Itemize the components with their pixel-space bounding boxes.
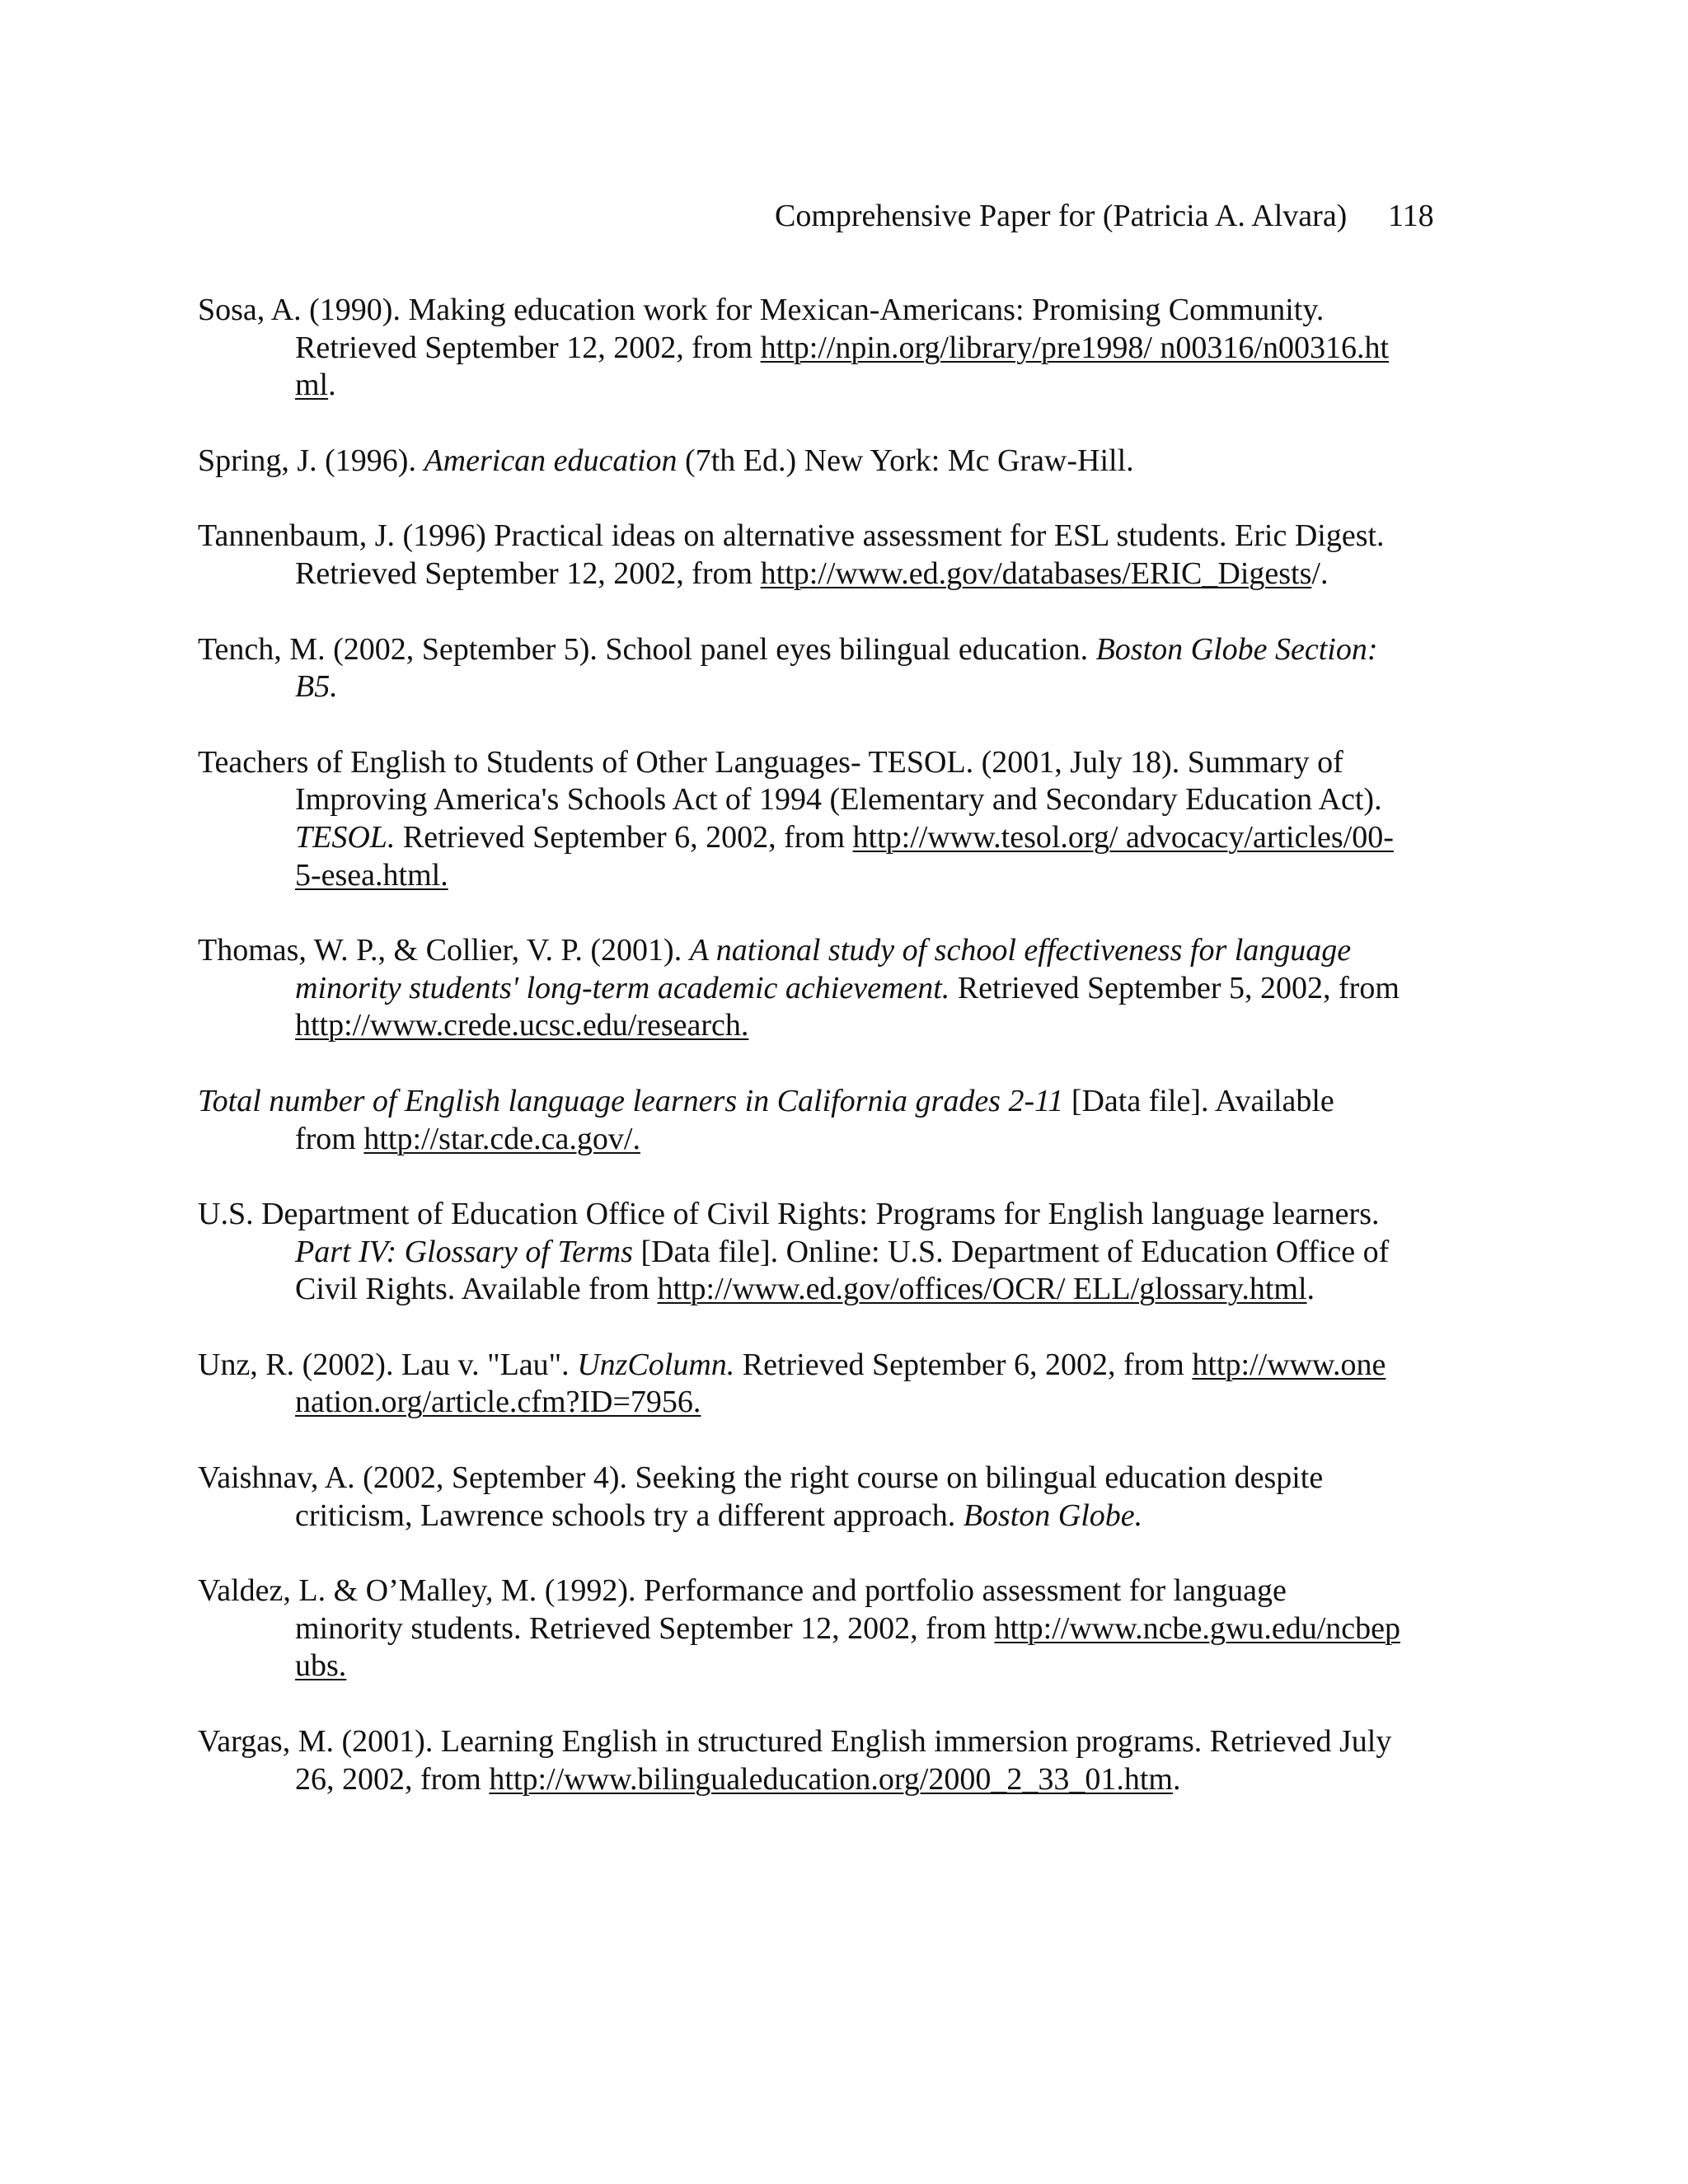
reference-url-link[interactable]: http://www.tesol.org/ advocacy/articles/00-5-esea.html. — [295, 819, 1394, 893]
reference-text: Valdez, L. & O’Malley, M. (1992). Performance and portfolio assessment for language minority students. Retrieved September 12, 2002, from — [198, 1573, 1287, 1646]
reference-entry — [198, 1196, 1401, 1309]
reference-italic-title: A national study of school effectiveness for language minority students' long-term academic achievement. — [295, 933, 1352, 1005]
reference-italic-title: Total number of English language learners in California grades 2-11 — [198, 1083, 1064, 1118]
reference-url-link[interactable]: http://www.bilingualeducation.org/2000_2_33_01.htm — [489, 1761, 1173, 1797]
reference-text: Thomas, W. P., & Collier, V. P. (2001). — [198, 933, 690, 968]
reference-entry — [198, 1572, 1401, 1685]
reference-entry — [198, 1460, 1401, 1535]
reference-italic-title: Boston Globe Section: B5. — [295, 631, 1378, 705]
reference-entry — [198, 631, 1401, 706]
reference-entry — [198, 1083, 1401, 1158]
reference-url-link[interactable]: http://www.ncbe.gwu.edu/ncbepubs. — [295, 1610, 1401, 1684]
reference-italic-title: American education — [424, 443, 678, 478]
reference-text: (7th Ed.) New York: Mc Graw-Hill. — [677, 443, 1134, 478]
reference-italic-title: TESOL. — [295, 819, 396, 855]
reference-text: Retrieved September 5, 2002, from — [950, 970, 1400, 1005]
reference-url-link[interactable]: http://www.crede.ucsc.edu/research. — [295, 1008, 749, 1043]
reference-italic-title: Boston Globe. — [963, 1497, 1143, 1533]
reference-text: /. — [1311, 555, 1329, 591]
reference-entry — [198, 932, 1401, 1045]
reference-entry — [198, 292, 1401, 405]
reference-italic-title: Part IV: Glossary of Terms — [295, 1234, 633, 1269]
reference-url-link[interactable]: http://star.cde.ca.gov/. — [363, 1121, 640, 1156]
reference-text: U.S. Department of Education Office of Civil Rights: Programs for English language learners. — [198, 1197, 1380, 1232]
reference-entry — [198, 1347, 1401, 1422]
reference-url-link[interactable]: http://www.onenation.org/article.cfm?ID=7956. — [295, 1347, 1386, 1420]
reference-text: Retrieved September 6, 2002, from — [395, 819, 853, 855]
reference-entry — [198, 1723, 1401, 1798]
reference-entry — [198, 518, 1401, 593]
reference-italic-title: UnzColumn. — [577, 1347, 735, 1382]
reference-entry — [198, 443, 1401, 480]
running-head-title: Comprehensive Paper for (Patricia A. Alvara) — [775, 199, 1348, 233]
reference-entry — [198, 744, 1401, 894]
reference-text: Spring, J. (1996). — [198, 443, 424, 478]
reference-text: Vaishnav, A. (2002, September 4). Seeking the right course on bilingual education despite criticism, Lawrence schools try a different approach. — [198, 1460, 1324, 1533]
reference-text: Vargas, M. (2001). Learning English in structured English immersion programs. Retrieved July 26, 2002, from — [198, 1724, 1392, 1797]
reference-text: . — [1306, 1272, 1315, 1307]
reference-text: Retrieved September 6, 2002, from — [734, 1347, 1193, 1382]
reference-url-link[interactable]: http://npin.org/library/pre1998/ n00316/n00316.html — [295, 330, 1390, 403]
reference-text: [Data file]. Online: U.S. Department of Education Office of Civil Rights. Available from — [295, 1234, 1390, 1307]
reference-text: Tannenbaum, J. (1996) Practical ideas on alternative assessment for ESL students. Eric Digest. Retrieved September 12, 2002, from — [198, 518, 1385, 591]
reference-text: [Data file]. Available from — [295, 1083, 1334, 1156]
reference-text: . — [328, 368, 336, 403]
reference-url-link[interactable]: http://www.ed.gov/databases/ERIC_Digests — [760, 555, 1312, 591]
reference-text: Sosa, A. (1990). Making education work for Mexican-Americans: Promising Community. Retrieved September 12, 2002, from — [198, 293, 1325, 365]
reference-text: . — [1172, 1761, 1181, 1797]
reference-url-link[interactable]: http://www.ed.gov/offices/OCR/ ELL/glossary.html — [657, 1272, 1307, 1307]
reference-list — [198, 292, 1401, 1836]
reference-text: Unz, R. (2002). Lau v. "Lau". — [198, 1347, 578, 1382]
reference-text: Tench, M. (2002, September 5). School panel eyes bilingual education. — [198, 631, 1096, 667]
reference-text: Teachers of English to Students of Other Languages- TESOL. (2001, July 18). Summary of Improving America's Schools Act of 1994 (Elementary and Secondary Education Act). — [198, 744, 1382, 818]
page-number: 118 — [1388, 199, 1434, 233]
